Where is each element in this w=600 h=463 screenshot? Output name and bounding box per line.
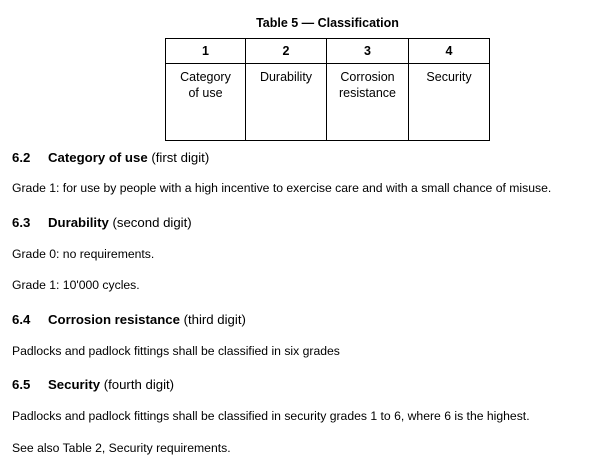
paragraph: Padlocks and padlock fittings shall be classified in security grades 1 to 6, where 6 is the highest. <box>12 409 530 423</box>
cell-line: Durability <box>259 70 313 84</box>
paragraph: Grade 0: no requirements. <box>12 247 155 261</box>
section-title: Corrosion resistance <box>48 312 180 327</box>
section-qualifier: (first digit) <box>147 150 210 165</box>
cell-line: Corrosion <box>340 70 395 84</box>
section-qualifier: (third digit) <box>179 312 246 327</box>
table-caption: Table 5 — Classification <box>256 16 399 30</box>
section-heading-6-2 <box>12 150 209 165</box>
section-heading-6-3 <box>12 215 192 230</box>
section-heading-6-4 <box>12 312 246 327</box>
paragraph: See also Table 2, Security requirements. <box>12 441 231 455</box>
section-number: 6.5 <box>12 377 31 392</box>
cell-security <box>409 64 490 141</box>
section-number: 6.2 <box>12 150 31 165</box>
cell-line: Security <box>426 70 472 84</box>
paragraph: Grade 1: for use by people with a high incentive to exercise care and with a small chance of misuse. <box>12 181 552 195</box>
paragraph: Grade 1: 10'000 cycles. <box>12 278 140 292</box>
section-number: 6.4 <box>12 312 31 327</box>
column-header-2: 2 <box>246 39 327 64</box>
classification-table <box>165 38 490 141</box>
section-title: Category of use <box>48 150 148 165</box>
cell-line: of use <box>188 86 223 100</box>
cell-line: resistance <box>339 86 396 100</box>
cell-category-of-use <box>166 64 246 141</box>
section-qualifier: (second digit) <box>108 215 192 230</box>
column-header-3: 3 <box>327 39 409 64</box>
cell-durability <box>246 64 327 141</box>
section-number: 6.3 <box>12 215 31 230</box>
column-header-4: 4 <box>409 39 490 64</box>
table-header-row <box>166 39 490 64</box>
section-qualifier: (fourth digit) <box>100 377 175 392</box>
section-title: Durability <box>48 215 109 230</box>
paragraph: Padlocks and padlock fittings shall be classified in six grades <box>12 344 340 358</box>
column-header-1: 1 <box>166 39 246 64</box>
cell-line: Category <box>180 70 231 84</box>
cell-corrosion-resistance <box>327 64 409 141</box>
section-heading-6-5 <box>12 377 174 392</box>
table-row <box>166 64 490 141</box>
section-title: Security <box>48 377 101 392</box>
